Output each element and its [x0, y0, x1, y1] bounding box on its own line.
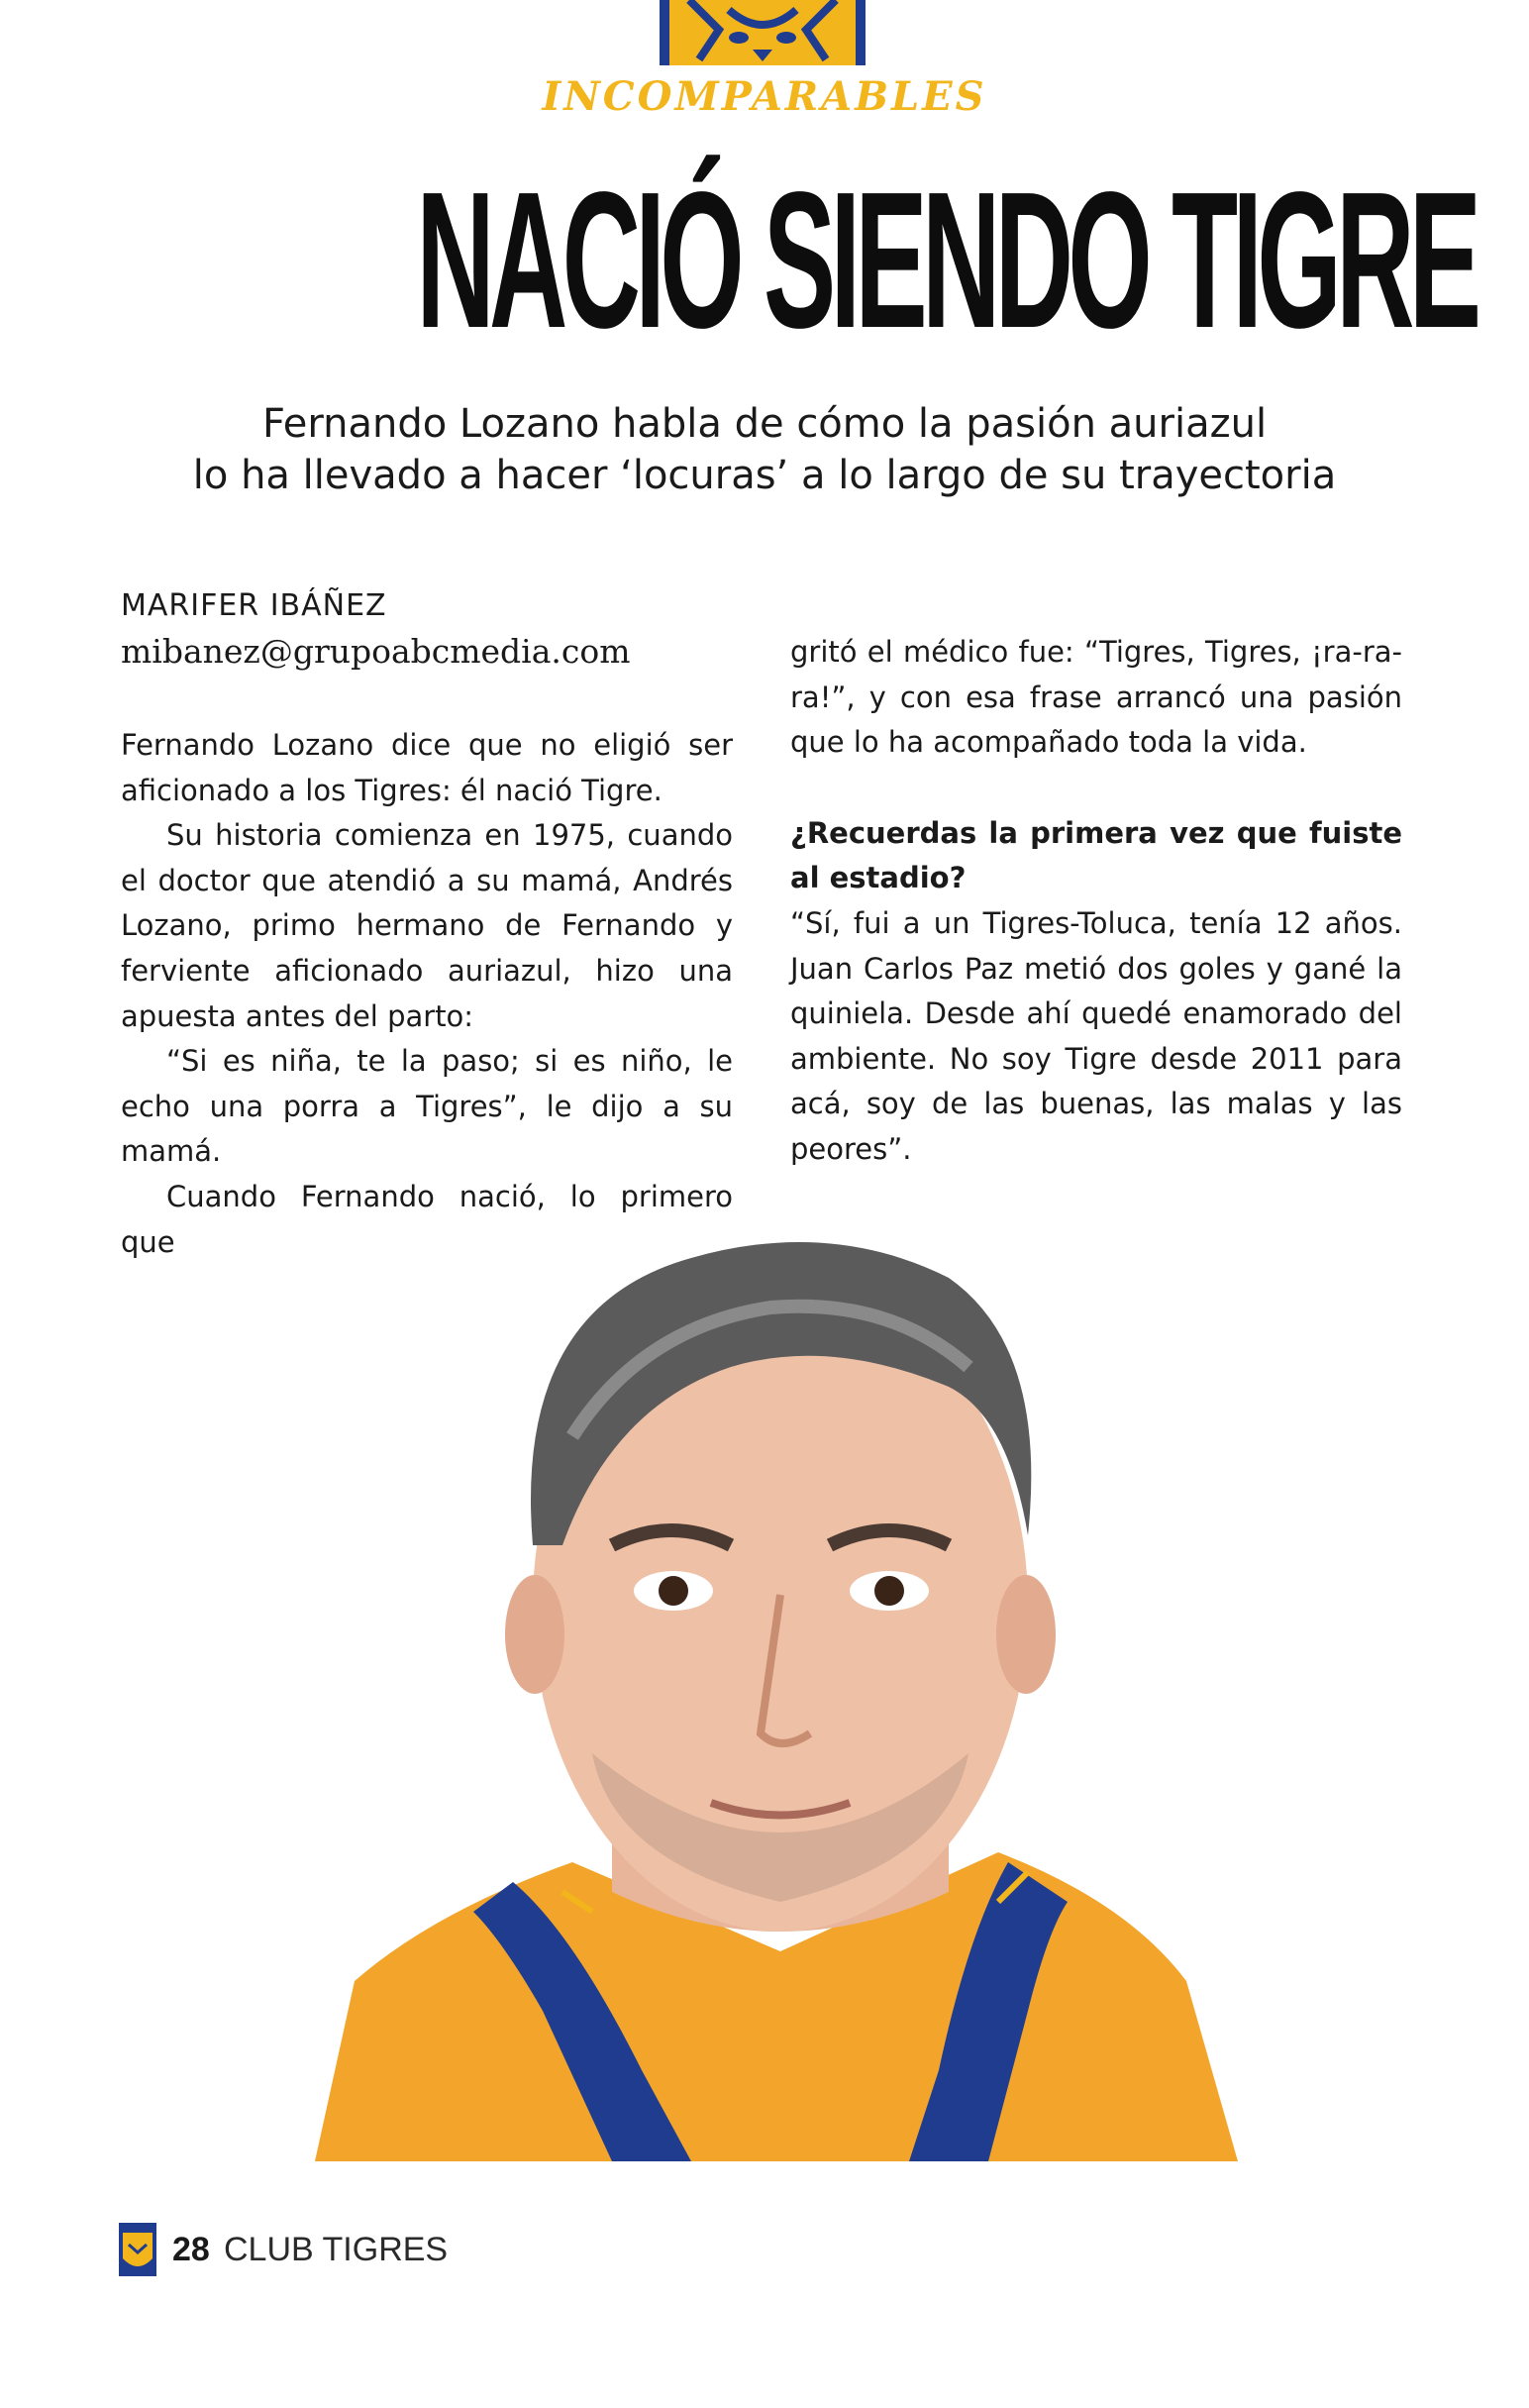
byline-email[interactable]: mibanez@grupoabcmedia.com [121, 632, 631, 671]
headline-text: NACIÓ SIENDO TIGRE [416, 152, 1477, 368]
article-subtitle [119, 398, 1410, 501]
interview-answer: “Sí, fui a un Tigres-Toluca, tenía 12 años. Juan Carlos Paz metió dos goles y gané la quiniela. Desde ahí quedé enamorado del ambiente. No soy Tigre desde 2011 para acá, soy de las buenas, las malas y las peores”. [790, 905, 1402, 1166]
tigres-badge-icon [119, 2223, 156, 2276]
article-column-left [121, 723, 733, 1265]
publication-name: CLUB TIGRES [224, 2231, 449, 2268]
page-number: 28 [172, 2231, 210, 2268]
interview-question: ¿Recuerdas la primera vez que fuiste al estadio? [790, 815, 1402, 895]
article-headline [0, 152, 1529, 368]
paragraph-continuation: gritó el médico fue: “Tigres, Tigres, ¡ra-ra-ra!”, y con esa frase arrancó una pasión que lo ha acompañado toda la vida. [790, 635, 1402, 760]
byline-author: MARIFER IBÁÑEZ [121, 588, 387, 623]
paragraph: Su historia comienza en 1975, cuando el doctor que atendió a su mamá, Andrés Lozano, primo hermano de Fernando y ferviente aficionado auriazul, hizo una apuesta antes del parto: [121, 818, 733, 1033]
paragraph: Cuando Fernando nació, lo primero que [121, 1179, 733, 1259]
section-tag: INCOMPARABLES [542, 73, 987, 120]
subtitle-line-2: lo ha llevado a hacer ‘locuras’ a lo largo de su trayectoria [192, 453, 1337, 498]
portrait-photo [315, 1218, 1238, 2161]
tigres-crest-icon [660, 0, 866, 65]
paragraph: Fernando Lozano dice que no eligió ser aficionado a los Tigres: él nació Tigre. [121, 728, 733, 807]
article-column-right [790, 630, 1402, 1173]
subtitle-line-1: Fernando Lozano habla de cómo la pasión auriazul [261, 401, 1268, 447]
paragraph: “Si es niña, te la paso; si es niño, le echo una porra a Tigres”, le dijo a su mamá. [121, 1044, 733, 1169]
